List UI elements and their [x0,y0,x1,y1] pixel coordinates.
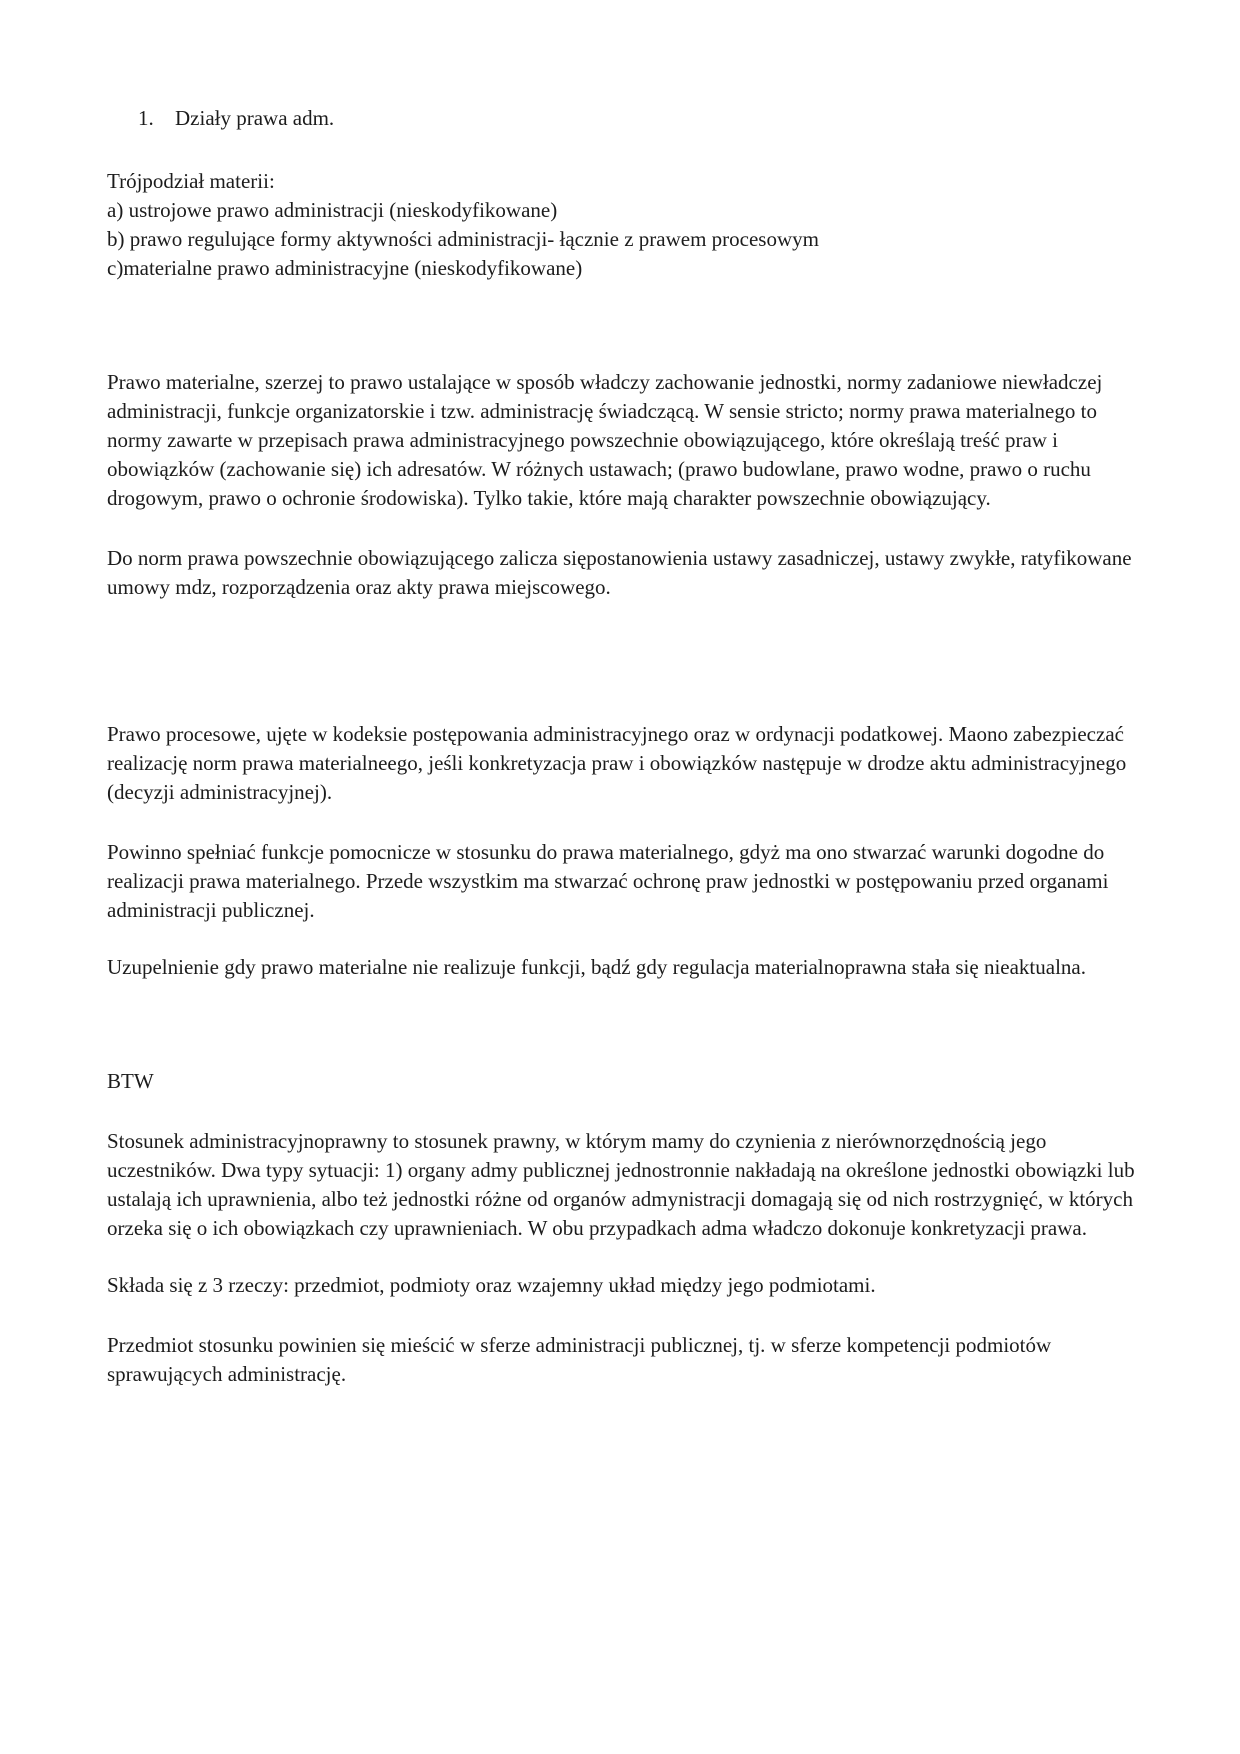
paragraph-do-norm: Do norm prawa powszechnie obowiązującego zalicza siępostanowienia ustawy zasadniczej, ustawy zwykłe, ratyfikowane umowy mdz, rozporządzenia oraz akty prawa miejscowego. [107,546,1132,599]
paragraph-btw: BTW [107,1069,154,1093]
paragraph-przedmiot-stosunku: Przedmiot stosunku powinien się mieścić w sferze administracji publicznej, tj. w sferze kompetencji podmiotów sprawujących administrację. [107,1333,1052,1386]
paragraph-sklada-sie: Składa się z 3 rzeczy: przedmiot, podmioty oraz wzajemny układ między jego podmiotami. [107,1273,876,1297]
list-item-number: 1. [138,106,154,130]
paragraph-stosunek: Stosunek administracyjnoprawny to stosunek prawny, w którym mamy do czynienia z nierównorzędnością jego uczestników. Dwa typy sytuacji: 1) organy admy publicznej jednostronnie nakładają na określone jednostki obowiązki lub ustalają ich uprawnienia, albo też jednostki różne od organów admynistracji domagają się od nich rostrzygnięć, w których orzeka się o ich obowiązkach czy uprawnieniach. W obu przypadkach adma władczo dokonuje konkretyzacji prawa. [107,1129,1135,1240]
paragraph-powinno-spelniac: Powinno spełniać funkcje pomocnicze w stosunku do prawa materialnego, gdyż ma ono stwarzać warunki dogodne do realizacji prawa materialnego. Przede wszystkim ma stwarzać ochronę praw jednostki w postępowaniu przed organami administracji publicznej. [107,840,1109,922]
trojpodzial-heading: Trójpodział materii: [107,169,275,193]
paragraph-prawo-procesowe: Prawo procesowe, ujęte w kodeksie postępowania administracyjnego oraz w ordynacji podatkowej. Maono zabezpieczać realizację norm prawa materialneego, jeśli konkretyzacja praw i obowiązków następuje w drodze aktu administracyjnego (decyzji administracyjnej). [107,722,1127,804]
intro-item-a: a) ustrojowe prawo administracji (nieskodyfikowane) [107,198,558,222]
intro-item-b: b) prawo regulujące formy aktywności administracji- łącznie z prawem procesowym [107,227,819,251]
list-item-text: Działy prawa adm. [175,106,335,130]
intro-item-c: c)materialne prawo administracyjne (nieskodyfikowane) [107,256,583,280]
paragraph-uzupelnienie: Uzupelnienie gdy prawo materialne nie realizuje funkcji, bądź gdy regulacja materialnoprawna stała się nieaktualna. [107,955,1086,979]
numbered-list-item [107,104,1136,133]
paragraph-prawo-materialne: Prawo materialne, szerzej to prawo ustalające w sposób władczy zachowanie jednostki, normy zadaniowe niewładczej administracji, funkcje organizatorskie i tzw. administrację świadczącą. W sensie stricto; normy prawa materialnego to normy zawarte w przepisach prawa administracyjnego powszechnie obowiązującego, które określają treść praw i obowiązków (zachowanie się) ich adresatów. W różnych ustawach; (prawo budowlane, prawo wodne, prawo o ruchu drogowym, prawo o ochronie środowiska). Tylko takie, które mają charakter powszechnie obowiązujący. [107,370,1103,510]
